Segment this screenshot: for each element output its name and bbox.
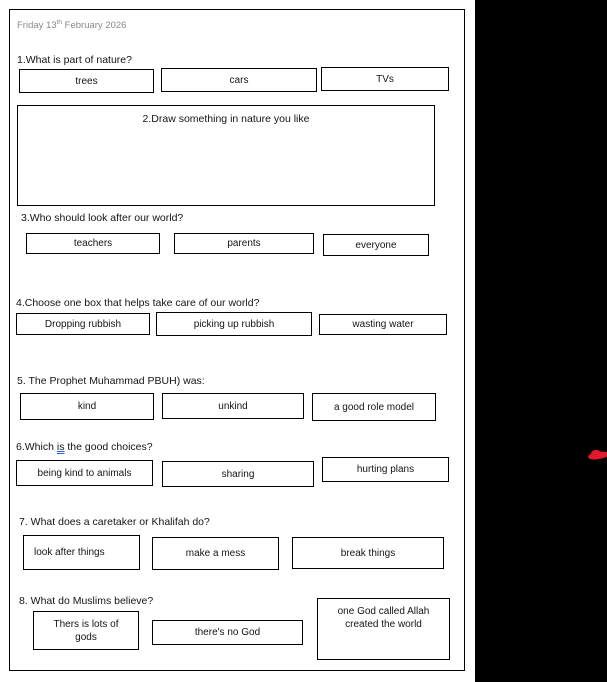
worksheet-date: [17, 19, 126, 31]
q5-option-good-role-model[interactable]: a good role model: [312, 393, 436, 421]
date-day: Friday 13: [17, 20, 57, 32]
q3-option-everyone[interactable]: everyone: [323, 234, 429, 256]
q6-option-sharing[interactable]: sharing: [162, 461, 314, 487]
q5-option-kind[interactable]: kind: [20, 393, 154, 420]
q8-option-one-god-allah[interactable]: one God called Allah created the world: [317, 598, 450, 660]
question-2-label: 2.Draw something in nature you like: [142, 113, 310, 125]
date-rest: February 2026: [62, 20, 127, 32]
q6-option-hurting-plans[interactable]: hurting plans: [322, 457, 449, 482]
q8-option-theres-no-god[interactable]: there's no God: [152, 620, 303, 645]
q4-option-picking-up-rubbish[interactable]: picking up rubbish: [156, 312, 312, 336]
question-1-label: 1.What is part of nature?: [17, 54, 132, 66]
question-6-label: [16, 441, 153, 453]
question-4-label: 4.Choose one box that helps take care of our world?: [16, 297, 260, 309]
q5-option-unkind[interactable]: unkind: [162, 393, 304, 419]
worksheet-page: [9, 9, 465, 671]
q1-option-tvs[interactable]: TVs: [321, 67, 449, 91]
question-7-label: 7. What does a caretaker or Khalifah do?: [19, 516, 210, 528]
q6-option-being-kind-to-animals[interactable]: being kind to animals: [16, 460, 153, 486]
q7-option-look-after-things[interactable]: look after things: [23, 535, 140, 570]
date-ordinal: th: [56, 19, 63, 26]
q7-option-break-things[interactable]: break things: [292, 537, 444, 569]
q4-option-wasting-water[interactable]: wasting water: [319, 314, 447, 335]
question-8-label: 8. What do Muslims believe?: [19, 595, 154, 607]
q7-option-make-a-mess[interactable]: make a mess: [152, 537, 279, 570]
q6-label-before: 6.Which: [16, 441, 57, 453]
q3-option-parents[interactable]: parents: [174, 233, 314, 254]
question-5-label: 5. The Prophet Muhammad PBUH) was:: [17, 375, 205, 387]
q6-label-after: the good choices?: [64, 441, 153, 453]
q6-label-underlined-word: is: [56, 441, 65, 453]
q3-option-teachers[interactable]: teachers: [26, 233, 160, 254]
q4-option-dropping-rubbish[interactable]: Dropping rubbish: [16, 313, 150, 335]
q1-option-trees[interactable]: trees: [19, 69, 154, 93]
question-3-label: 3.Who should look after our world?: [21, 212, 184, 224]
q8-option-lots-of-gods[interactable]: Thers is lots of gods: [33, 611, 139, 650]
q1-option-cars[interactable]: cars: [161, 68, 317, 92]
q2-drawing-box[interactable]: [17, 105, 435, 206]
app-background-panel: [475, 0, 607, 682]
